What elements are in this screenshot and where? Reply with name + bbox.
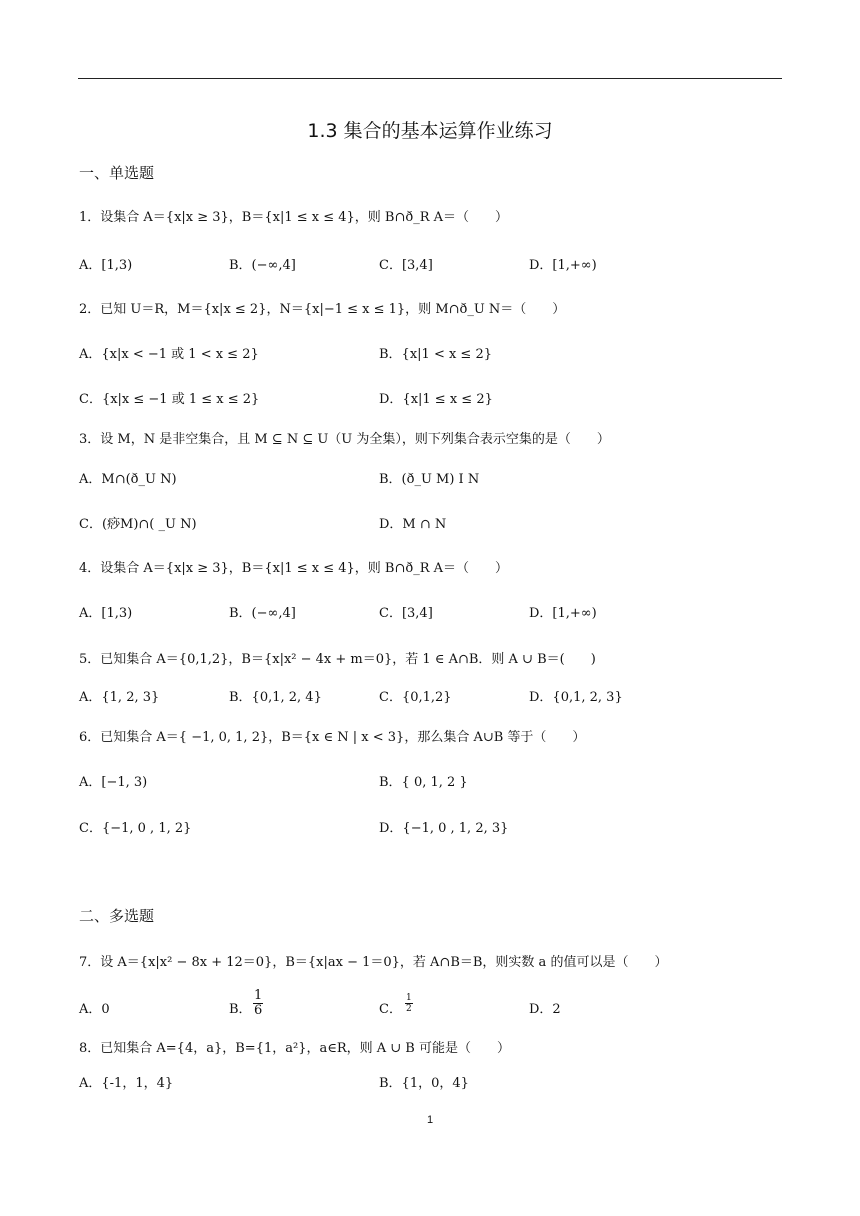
question-7: 7．设 A＝{x|x² − 8x + 12＝0}，B＝{x|ax − 1＝0}，若 A∩B＝B，则实数 a 的值可以是（ ） (79, 955, 668, 970)
q3-option-d: D．M ∩ N (379, 517, 447, 532)
q1-option-a: A．[1,3) (79, 258, 133, 273)
section-single-choice: 一、单选题 (79, 164, 155, 182)
question-2: 2．已知 U＝R，M＝{x|x ≤ 2}，N＝{x|−1 ≤ x ≤ 1}，则 M∩ð_U N＝（ ） (79, 302, 566, 317)
q2-option-a: A．{x|x < −1 或 1 < x ≤ 2} (79, 347, 259, 362)
question-3: 3．设 M，N 是非空集合，且 M ⊆ N ⊆ U（U 为全集），则下列集合表示空集的是（ ） (79, 432, 610, 447)
page-number: 1 (426, 1114, 434, 1126)
q1-option-c: C．[3,4] (379, 258, 433, 273)
q7-option-b: B． (229, 1002, 252, 1017)
q7-option-c: C． (379, 1002, 402, 1017)
document-title: 1.3 集合的基本运算作业练习 (307, 120, 553, 142)
q3-option-b: B．(ð_U M) I N (379, 472, 480, 487)
question-6: 6．已知集合 A＝{ −1, 0, 1, 2}，B＝{x ∈ N | x < 3}，那么集合 A∪B 等于（ ） (79, 730, 586, 745)
q7-fraction-b-numerator: 1 (254, 988, 263, 1003)
q5-option-a: A．{1, 2, 3} (79, 690, 160, 705)
question-5: 5．已知集合 A＝{0,1,2}，B＝{x|x² − 4x + m＝0}，若 1 ∈ A∩B．则 A ∪ B＝( ) (79, 652, 596, 667)
q7-option-d: D．2 (529, 1002, 561, 1017)
q5-option-d: D．{0,1, 2, 3} (529, 690, 623, 705)
question-8: 8．已知集合 A={4，a}，B={1，a²}，a∈R，则 A ∪ B 可能是（ ） (79, 1041, 510, 1056)
q7-fraction-c-numerator: 1 (406, 993, 412, 1003)
q8-option-a: A．{-1，1，4} (79, 1076, 174, 1091)
question-4: 4．设集合 A＝{x|x ≥ 3}，B＝{x|1 ≤ x ≤ 4}，则 B∩ð_R A＝（ ） (79, 561, 509, 576)
q2-option-c: C．{x|x ≤ −1 或 1 ≤ x ≤ 2} (79, 392, 260, 407)
q4-option-a: A．[1,3) (79, 606, 133, 621)
q2-option-b: B．{x|1 < x ≤ 2} (379, 347, 492, 362)
q6-option-c: C．{−1, 0 , 1, 2} (79, 821, 192, 836)
q1-option-b: B．(−∞,4] (229, 258, 296, 273)
q6-option-b: B．{ 0, 1, 2 } (379, 775, 468, 790)
section-multiple-choice: 二、多选题 (79, 907, 155, 925)
header-rule (78, 78, 782, 79)
q3-option-a: A．M∩(ð_U N) (79, 472, 177, 487)
q7-option-a: A．0 (79, 1002, 110, 1017)
q5-option-c: C．{0,1,2} (379, 690, 452, 705)
q7-fraction-c-denominator: 2 (406, 1004, 412, 1014)
q4-option-c: C．[3,4] (379, 606, 433, 621)
q4-option-d: D．[1,+∞) (529, 606, 597, 621)
question-1: 1．设集合 A＝{x|x ≥ 3}，B＝{x|1 ≤ x ≤ 4}，则 B∩ð_R A＝（ ） (79, 210, 509, 225)
q2-option-d: D．{x|1 ≤ x ≤ 2} (379, 392, 493, 407)
q6-option-d: D．{−1, 0 , 1, 2, 3} (379, 821, 509, 836)
q6-option-a: A．[−1, 3) (79, 775, 148, 790)
q7-fraction-b (253, 989, 263, 1018)
q3-option-c: C．(痧M)∩( _U N) (79, 517, 197, 532)
q7-fraction-c (405, 993, 413, 1014)
q5-option-b: B．{0,1, 2, 4} (229, 690, 322, 705)
q7-fraction-b-denominator: 6 (254, 1003, 263, 1018)
q4-option-b: B．(−∞,4] (229, 606, 296, 621)
q1-option-d: D．[1,+∞) (529, 258, 597, 273)
q8-option-b: B．{1，0，4} (379, 1076, 469, 1091)
